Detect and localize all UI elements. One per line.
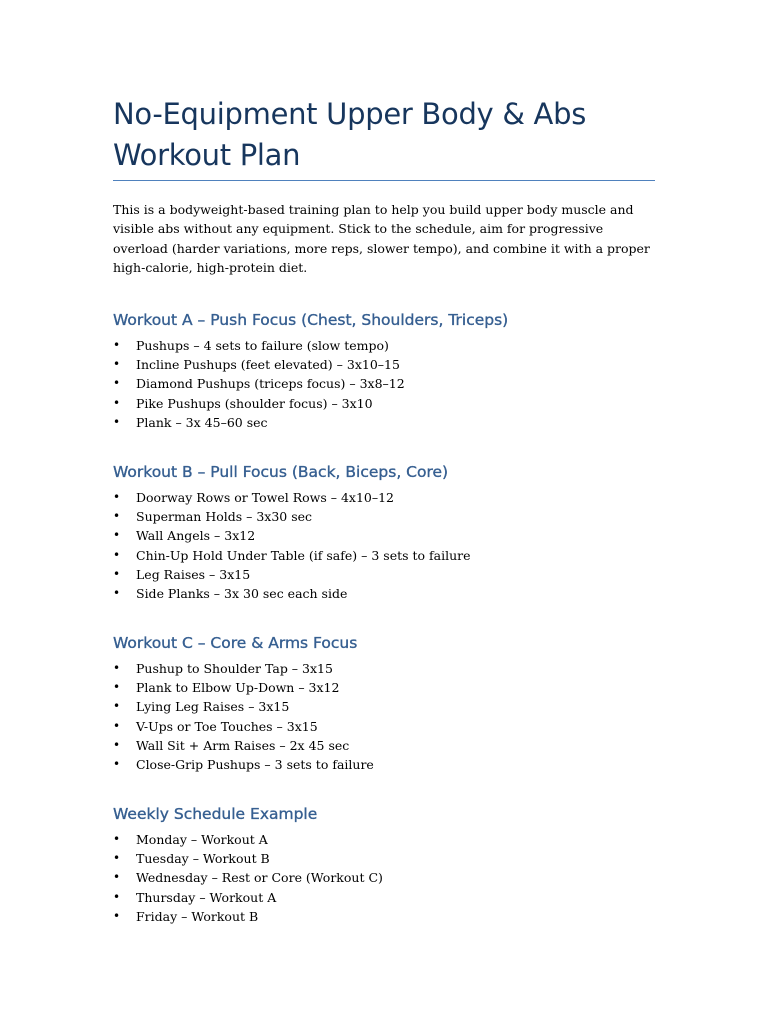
list-item: [113, 717, 673, 736]
bullet-icon: •: [113, 757, 121, 772]
bullet-icon: •: [113, 414, 121, 429]
list-item-text: Plank to Elbow Up-Down – 3x12: [136, 680, 340, 696]
list-item: [113, 888, 673, 907]
list-item: [113, 584, 673, 603]
list-item: [113, 526, 673, 545]
list-item-text: Tuesday – Workout B: [136, 851, 270, 867]
bullet-icon: •: [113, 376, 121, 391]
bullet-icon: •: [113, 661, 121, 675]
list-item-text: Diamond Pushups (triceps focus) – 3x8–12: [136, 376, 405, 392]
list-item-text: Lying Leg Raises – 3x15: [136, 699, 290, 715]
bullet-icon: •: [113, 699, 121, 714]
list-item: [113, 755, 673, 774]
exercise-list: [113, 659, 673, 774]
list-item-text: Chin-Up Hold Under Table (if safe) – 3 sets to failure: [136, 547, 471, 563]
list-item: [113, 659, 673, 678]
list-item: [113, 736, 673, 755]
bullet-icon: •: [113, 870, 121, 885]
list-item-text: Plank – 3x 45–60 sec: [136, 414, 268, 430]
list-item: [113, 830, 673, 849]
bullet-icon: •: [113, 528, 121, 543]
section-workout-b: [113, 462, 673, 603]
section-heading: Workout A – Push Focus (Chest, Shoulders, Triceps): [113, 311, 509, 329]
list-item-text: Monday – Workout A: [136, 832, 268, 847]
bullet-icon: •: [113, 586, 121, 601]
bullet-icon: •: [113, 737, 121, 752]
list-item: [113, 507, 673, 526]
bullet-icon: •: [113, 490, 121, 504]
list-item-text: Close-Grip Pushups – 3 sets to failure: [136, 757, 374, 773]
bullet-icon: •: [113, 851, 121, 866]
list-item-text: Side Planks – 3x 30 sec each side: [136, 586, 348, 602]
section-heading: Weekly Schedule Example: [113, 805, 318, 823]
section-workout-c: [113, 633, 673, 774]
list-item-text: Pushups – 4 sets to failure (slow tempo): [136, 338, 389, 353]
list-item-text: Leg Raises – 3x15: [136, 566, 251, 582]
exercise-list: [113, 488, 673, 603]
schedule-list: [113, 830, 673, 926]
bullet-icon: •: [113, 338, 121, 352]
section-heading: Workout B – Pull Focus (Back, Biceps, Core): [113, 463, 449, 481]
bullet-icon: •: [113, 566, 121, 581]
list-item-text: V-Ups or Toe Touches – 3x15: [136, 718, 318, 734]
bullet-icon: •: [113, 889, 121, 904]
list-item: [113, 868, 673, 887]
bullet-icon: •: [113, 509, 121, 524]
title-underline: [113, 180, 655, 181]
list-item: [113, 374, 673, 393]
exercise-list: [113, 336, 673, 432]
document-title: No-Equipment Upper Body & Abs Workout Plan: [113, 97, 587, 172]
section-workout-a: [113, 310, 673, 432]
list-item-text: Wall Angels – 3x12: [136, 528, 256, 544]
list-item-text: Superman Holds – 3x30 sec: [136, 509, 313, 525]
list-item-text: Friday – Workout B: [136, 908, 259, 924]
list-item: [113, 697, 673, 716]
list-item: [113, 355, 673, 374]
list-item: [113, 394, 673, 413]
bullet-icon: •: [113, 908, 121, 923]
list-item-text: Wall Sit + Arm Raises – 2x 45 sec: [136, 737, 350, 753]
list-item: [113, 336, 673, 355]
list-item: [113, 488, 673, 507]
bullet-icon: •: [113, 680, 121, 695]
section-weekly-schedule: [113, 804, 673, 926]
list-item: [113, 413, 673, 432]
list-item-text: Thursday – Workout A: [136, 889, 277, 905]
list-item-text: Incline Pushups (feet elevated) – 3x10–15: [136, 357, 400, 373]
list-item-text: Doorway Rows or Towel Rows – 4x10–12: [136, 490, 395, 505]
bullet-icon: •: [113, 395, 121, 410]
list-item: [113, 849, 673, 868]
bullet-icon: •: [113, 718, 121, 733]
bullet-icon: •: [113, 832, 121, 846]
intro-paragraph: This is a bodyweight-based training plan to help you build upper body muscle and visible abs without any equipment. Stick to the schedule, aim for progressive overload (harder variations, more reps, slower tempo), and combine it with a proper high-calorie, high-protein diet.: [113, 202, 650, 275]
bullet-icon: •: [113, 547, 121, 562]
list-item: [113, 565, 673, 584]
bullet-icon: •: [113, 357, 121, 372]
list-item-text: Pike Pushups (shoulder focus) – 3x10: [136, 395, 373, 411]
list-item: [113, 678, 673, 697]
list-item: [113, 546, 673, 565]
list-item-text: Wednesday – Rest or Core (Workout C): [136, 870, 383, 886]
list-item-text: Pushup to Shoulder Tap – 3x15: [136, 661, 333, 676]
section-heading: Workout C – Core & Arms Focus: [113, 634, 358, 652]
list-item: [113, 907, 673, 926]
